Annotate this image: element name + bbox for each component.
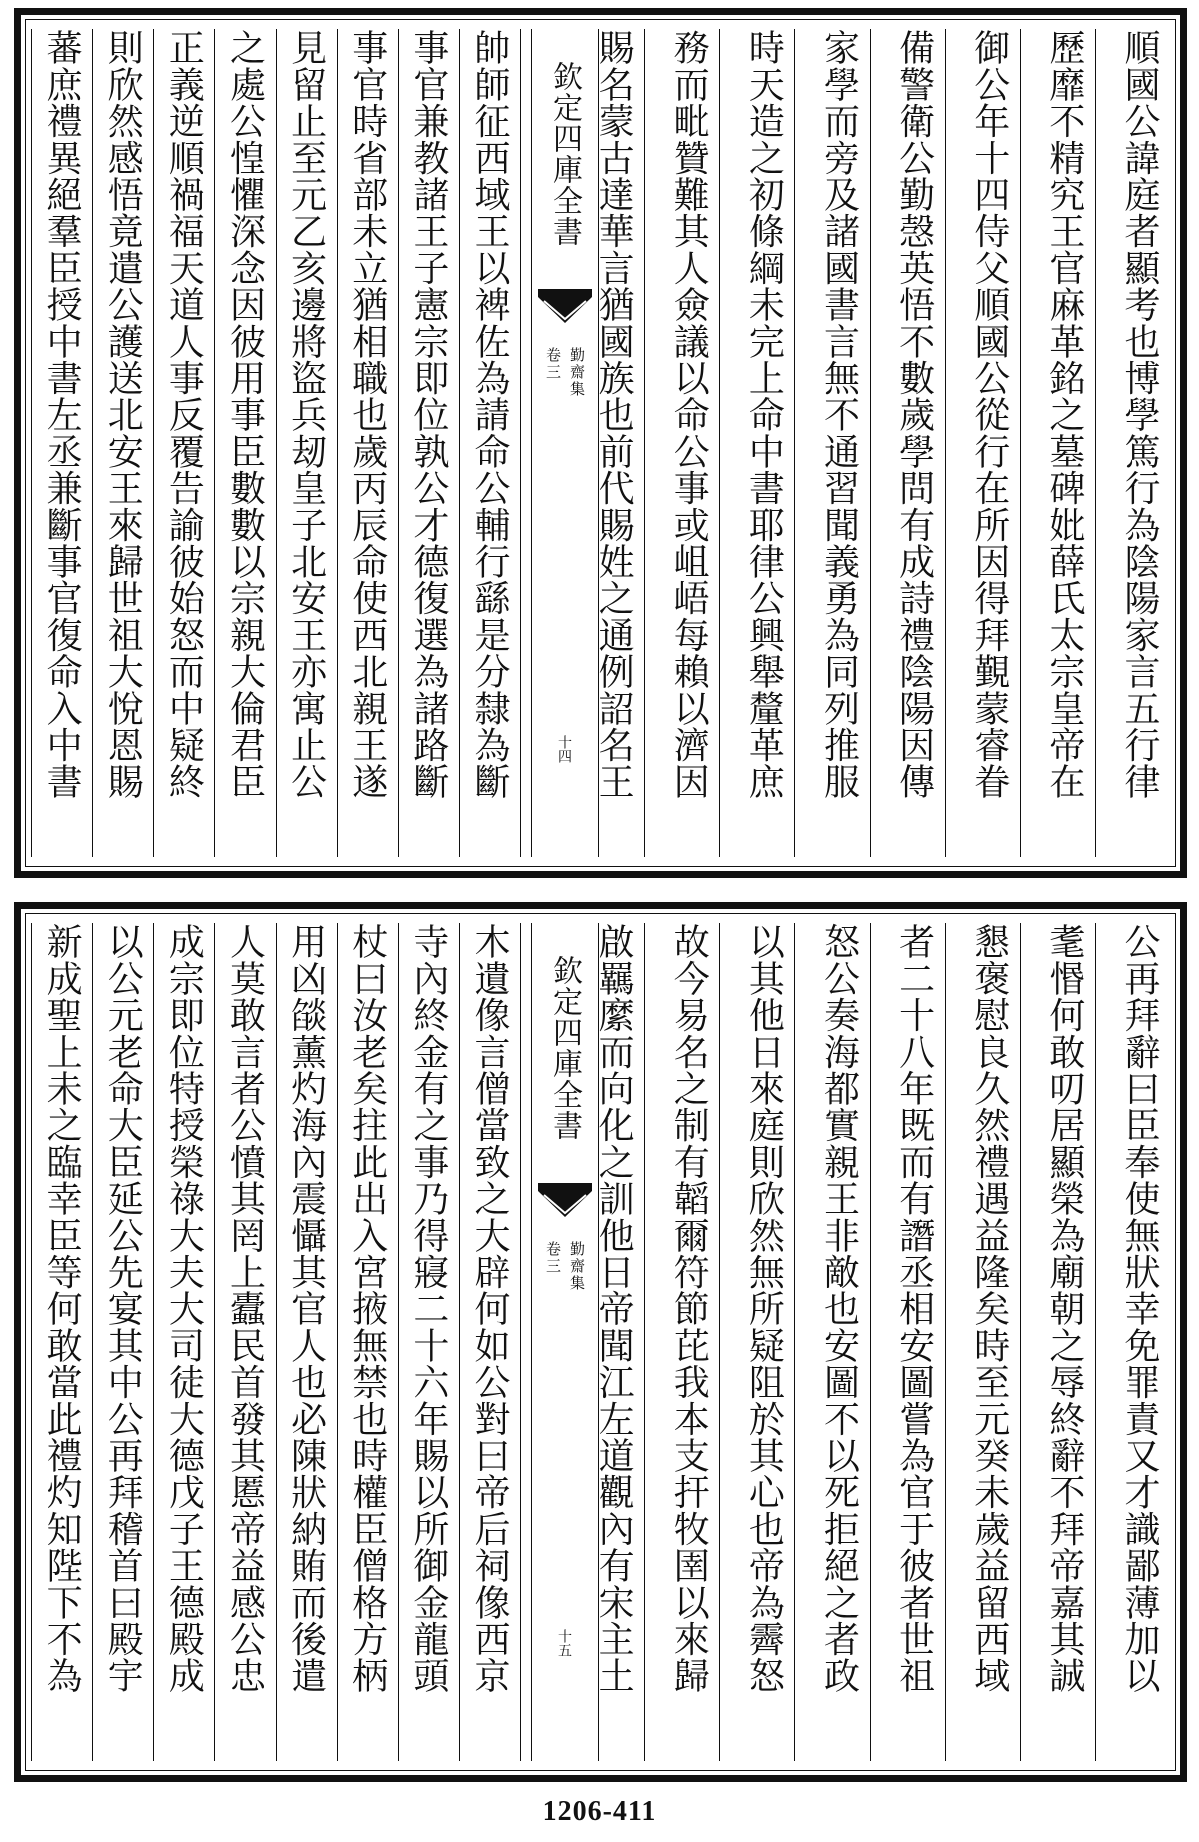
text-column: 公再拜辭曰臣奉使無狀幸免罪責又才識鄙薄加以 [1119,923,1160,1694]
center-fold [531,923,599,1761]
collection-name: 勤齋集 [568,1241,586,1292]
text-column: 歷靡不精究王官麻革銘之墓碑妣薛氏太宗皇帝在 [1021,29,1096,857]
text-column: 人莫敢言者公憤其罔上蠹民首發其慝帝益感公忠 [215,923,276,1761]
text-column: 正義逆順禍福天道人事反覆告諭彼始怒而中疑終 [154,29,215,857]
text-column: 事官時省部未立猶相職也歲丙辰命使西北親王遂 [338,29,399,857]
text-column: 以其他日來庭則欣然無所疑阻於其心也帝為霽怒 [720,923,795,1761]
text-column: 新成聖上未之臨幸臣等何敢當此禮灼知陛下不為 [31,923,93,1761]
text-column: 賜名蒙古達華言猶國族也前代賜姓之通例詔名王 [570,29,645,857]
text-column: 時天造之初條綱未完上命中書耶律公興舉釐革庶 [720,29,795,857]
folio-number: 十五 [556,1629,572,1657]
left-text-block [31,923,521,1761]
fishtail-mark-icon [536,287,594,327]
text-column: 家學而旁及諸國書言無不通習聞義勇為同列推服 [795,29,870,857]
text-column: 怒公奏海都實親王非敵也安圖不以死拒絕之者政 [795,923,870,1761]
folio-number: 十四 [556,735,572,763]
text-column: 之處公惶懼深念因彼用事臣數數以宗親大倫君臣 [215,29,276,857]
page-code: 1206-411 [542,1796,657,1827]
collection-name: 勤齋集 [568,347,586,398]
text-column: 事官兼教諸王子憲宗即位孰公才德復選為諸路斷 [399,29,460,857]
text-column: 杖曰汝老矣拄此出入宮掖無禁也時權臣僧格方柄 [338,923,399,1761]
collection-info [532,347,598,437]
collection-info [532,1241,598,1331]
text-column: 御公年十四侍父順國公從行在所因得拜覲蒙睿眷 [946,29,1021,857]
text-column: 啟羈縻而向化之訓他日帝聞江左道觀內有宋主土 [570,923,645,1761]
text-column: 成宗即位特授榮祿大夫大司徒大德戊子王德殿成 [154,923,215,1761]
text-column: 懇褒慰良久然禮遇益隆矣時至元癸未歲益留西域 [946,923,1021,1761]
text-column: 帥師征西域王以裨佐為請命公輔行繇是分隸為斷 [460,29,521,857]
right-text-block [570,29,1170,857]
text-column: 寺內終金有之事乃得寢二十六年賜以所御金龍頭 [399,923,460,1761]
text-column: 耄惽何敢叨居顯榮為廟朝之辱終辭不拜帝嘉其誠 [1021,923,1096,1761]
left-text-block [31,29,521,857]
text-column: 見留止至元乙亥邊將盜兵刼皇子北安王亦寓止公 [277,29,338,857]
right-text-block [570,923,1170,1761]
text-column: 木遺像言僧當致之大辟何如公對曰帝后祠像西京 [460,923,521,1761]
text-column: 順國公諱庭者顯考也博學篤行為陰陽家言五行律 [1119,29,1160,800]
book-title: 欽定四庫全書 [547,61,582,247]
lower-book-page [14,902,1187,1782]
text-column: 備警衛公勤愨英悟不數歲學問有成詩禮陰陽因傳 [871,29,946,857]
text-column: 蕃庶禮異絕羣臣授中書左丞兼斷事官復命入中書 [31,29,93,857]
book-title: 欽定四庫全書 [547,955,582,1141]
center-fold [531,29,599,857]
text-column: 則欣然感悟竟遣公護送北安王來歸世祖大悅恩賜 [93,29,154,857]
text-column: 者二十八年既而有譖丞相安圖嘗為官于彼者世祖 [871,923,946,1761]
volume-label: 卷三 [544,1241,562,1275]
volume-label: 卷三 [544,347,562,381]
fishtail-mark-icon [536,1181,594,1221]
text-column: 以公元老命大臣延公先宴其中公再拜稽首曰殿宇 [93,923,154,1761]
text-column: 務而毗贊難其人僉議以命公事或岨峿每賴以濟因 [645,29,720,857]
upper-book-page [14,8,1187,878]
text-column: 故今易名之制有韜爾符節芘我本支扞牧圉以來歸 [645,923,720,1761]
text-column: 用凶燄薰灼海內震懾其官人也必陳狀納賄而後遣 [277,923,338,1761]
